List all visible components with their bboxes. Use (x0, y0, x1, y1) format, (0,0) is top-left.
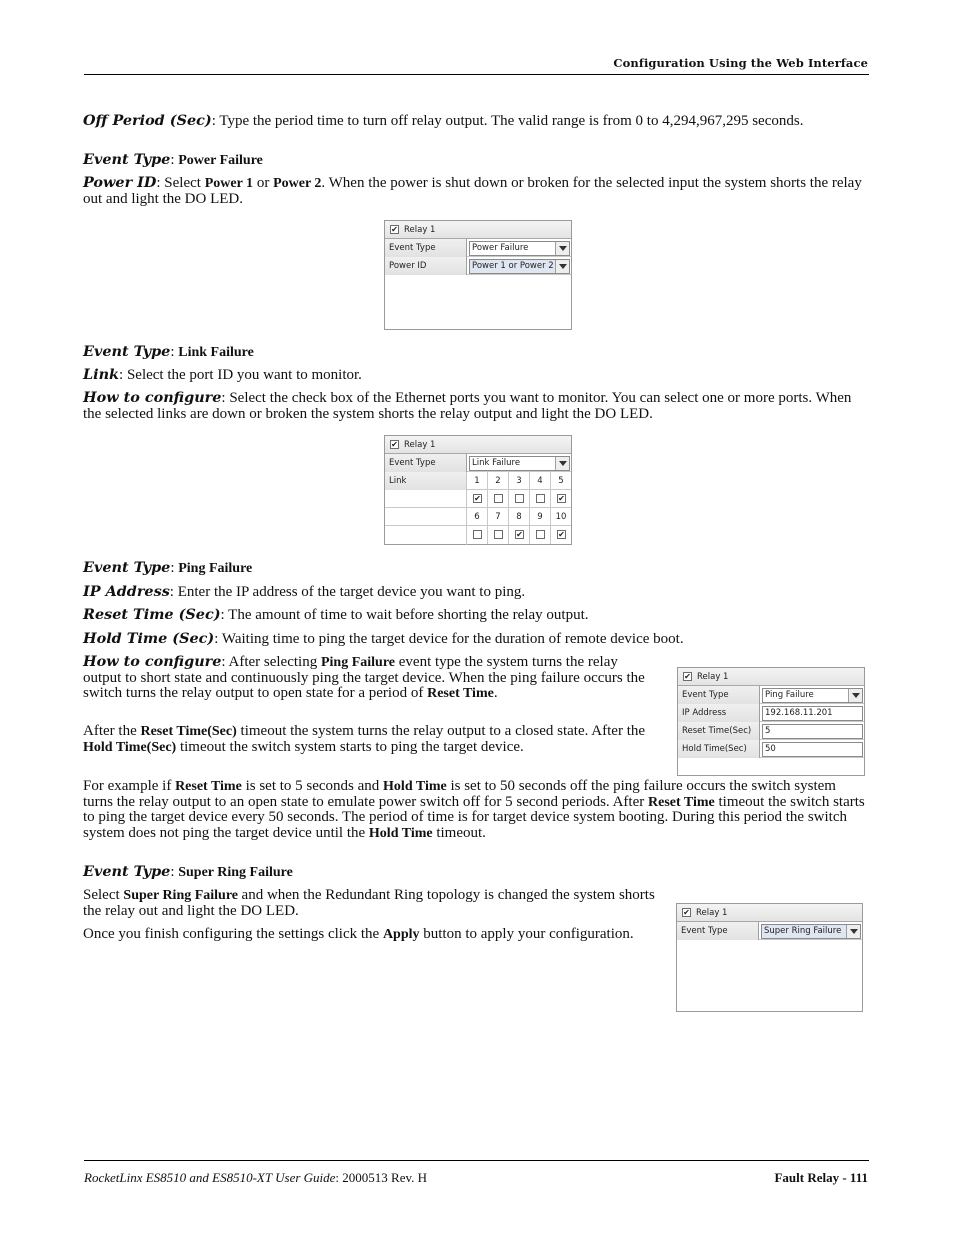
link-failure-panel (384, 435, 572, 545)
paragraph-apply (83, 927, 643, 943)
term-event-type: Event Type (83, 559, 171, 576)
event-type-row (677, 922, 862, 940)
term-event-type: Event Type (83, 151, 171, 168)
port-number: 7 (487, 508, 508, 526)
event-type-select[interactable] (469, 241, 570, 256)
port-number: 5 (550, 472, 571, 490)
paragraph-how-to-configure-ping (83, 654, 659, 702)
text: . When the power is shut down or broken for the selected input the system shorts the relay out and light the DO LED. (83, 175, 862, 207)
event-type-label: Event Type (678, 686, 760, 704)
power-failure-panel (384, 220, 572, 330)
power-id-row (385, 257, 571, 275)
relay-header (385, 436, 571, 454)
paragraph-link (83, 367, 869, 384)
header-rule (84, 74, 869, 75)
doc-id: : 2000513 Rev. H (335, 1170, 428, 1185)
guide-title: RocketLinx ES8510 and ES8510-XT User Guide (84, 1170, 336, 1185)
relay-label: Relay 1 (697, 672, 729, 682)
relay-checkbox[interactable]: ✔ (391, 225, 398, 234)
port-number: 9 (529, 508, 550, 526)
paragraph-event-type-ping (83, 560, 869, 577)
port-number: 3 (508, 472, 529, 490)
text: or (253, 175, 274, 191)
event-type-label: Event Type (385, 239, 467, 257)
power-id-value: Power 1 or Power 2 (472, 261, 554, 271)
chevron-down-icon (555, 457, 569, 470)
relay-checkbox[interactable]: ✔ (683, 908, 690, 917)
port-4-checkbox[interactable] (536, 494, 545, 503)
paragraph-example (83, 779, 869, 841)
paragraph-event-type-ring (83, 864, 869, 881)
power-id-select[interactable] (469, 259, 570, 274)
port-3-checkbox[interactable] (515, 494, 524, 503)
term-off-period: Off Period (Sec) (83, 112, 212, 129)
event-type-select[interactable] (469, 456, 570, 471)
paragraph-ip-address (83, 584, 869, 601)
relay-label: Relay 1 (404, 225, 436, 235)
term-link: Link (83, 366, 120, 383)
event-type-row (678, 686, 864, 704)
ip-address-label: IP Address (678, 704, 760, 722)
paragraph-power-id (83, 175, 869, 207)
port-number: 2 (487, 472, 508, 490)
port-2-checkbox[interactable] (494, 494, 503, 503)
event-value: Super Ring Failure (178, 865, 293, 880)
page-header-title: Configuration Using the Web Interface (613, 56, 868, 70)
paragraph-reset-time (83, 607, 869, 624)
text: : Select (156, 175, 205, 191)
event-type-value: Ping Failure (765, 690, 814, 700)
ip-address-row (678, 704, 864, 722)
text: : Select the port ID you want to monitor. (119, 367, 362, 383)
text: . (493, 685, 498, 702)
hold-time-input[interactable]: 50 (762, 742, 863, 757)
text: After the (83, 723, 141, 739)
relay-checkbox[interactable]: ✔ (391, 440, 398, 449)
keyword: Apply (382, 927, 420, 942)
event-type-value: Power Failure (472, 243, 529, 253)
text: Once you finish configuring the settings click the (83, 926, 383, 942)
text: : After selecting (221, 654, 321, 670)
chevron-down-icon (846, 925, 860, 938)
port-5-checkbox[interactable]: ✔ (558, 494, 565, 503)
footer-rule (84, 1160, 869, 1161)
chevron-down-icon (555, 260, 569, 273)
term-how-to-configure: How to configure (83, 389, 222, 406)
relay-checkbox[interactable]: ✔ (684, 672, 691, 681)
keyword: Reset Time (427, 686, 494, 702)
term-power-id: Power ID (83, 174, 157, 191)
text: is set to 50 seconds off the ping failure occurs the switch system turns the relay output to an open state to emulate power switch off for 5 second periods. After (83, 778, 836, 810)
keyword: Hold Time (368, 825, 433, 841)
keyword: Ping Failure (320, 655, 395, 670)
ping-failure-panel (677, 667, 865, 776)
event-type-value: Link Failure (472, 458, 521, 468)
text: : (170, 864, 179, 880)
relay-header (677, 904, 862, 922)
text: : Enter the IP address of the target device you want to ping. (169, 584, 526, 600)
text: : (170, 152, 179, 168)
grid-cell (508, 490, 529, 508)
paragraph-off-period (83, 113, 869, 130)
event-type-select[interactable] (761, 924, 861, 939)
relay-header (385, 221, 571, 239)
ip-address-input[interactable]: 192.168.11.201 (762, 706, 863, 721)
port-10-checkbox[interactable]: ✔ (558, 530, 565, 539)
paragraph-event-type-power (83, 152, 869, 169)
text: : (170, 344, 179, 360)
grid-cell (529, 490, 550, 508)
chevron-down-icon (555, 242, 569, 255)
event-type-row (385, 239, 571, 257)
text: timeout the system turns the relay output to a closed state. After the (236, 723, 646, 739)
text: button to apply your configuration. (419, 926, 634, 942)
text: : Type the period time to turn off relay output. The valid range is from 0 to 4,294,967,295 seconds. (211, 113, 804, 129)
port-number: 1 (466, 472, 487, 490)
port-number: 8 (508, 508, 529, 526)
paragraph-how-to-configure-link (83, 390, 869, 422)
port-8-checkbox[interactable]: ✔ (516, 530, 523, 539)
keyword: Super Ring Failure (123, 888, 242, 903)
paragraph-hold-time (83, 631, 869, 648)
chevron-down-icon (848, 689, 862, 702)
term-reset-time: Reset Time (Sec) (83, 606, 221, 623)
relay-label: Relay 1 (404, 440, 436, 450)
keyword: Reset Time(Sec) (140, 724, 237, 739)
term-hold-time: Hold Time (Sec) (83, 630, 215, 647)
event-type-label: Event Type (385, 454, 467, 472)
port-number: 4 (529, 472, 550, 490)
event-type-select[interactable] (762, 688, 863, 703)
keyword: Power 1 (204, 176, 254, 191)
event-value: Ping Failure (178, 561, 253, 576)
text: timeout. (432, 824, 486, 841)
grid-cell (508, 526, 529, 544)
grid-cell (550, 526, 571, 544)
grid-cell (466, 526, 487, 544)
text: : (170, 560, 179, 576)
port-6-checkbox[interactable] (473, 530, 482, 539)
reset-time-input[interactable]: 5 (762, 724, 863, 739)
text: is set to 5 seconds and (241, 778, 384, 794)
text: timeout the switch starts to ping the target device every 50 seconds. The period of time is for target device system booting. During this period the switch system does not ping the target device until the (83, 793, 865, 841)
paragraph-after-reset (83, 724, 659, 755)
grid-cell (550, 490, 571, 508)
text: timeout the switch system starts to ping the target device. (176, 738, 524, 755)
relay-header (678, 668, 864, 686)
hold-time-label: Hold Time(Sec) (678, 740, 760, 758)
event-type-row (385, 454, 571, 472)
text: For example if (83, 778, 176, 794)
text: event type the system turns the relay output to short state and continuously ping the target device. When the ping failure occurs the switch turns the relay output to open state for a period of (83, 654, 645, 702)
event-type-label: Event Type (677, 922, 759, 940)
port-number: 6 (466, 508, 487, 526)
event-value: Power Failure (178, 153, 263, 168)
keyword: Power 2 (273, 176, 322, 191)
reset-time-label: Reset Time(Sec) (678, 722, 760, 740)
term-event-type: Event Type (83, 863, 171, 880)
keyword: Hold Time(Sec) (83, 739, 177, 755)
port-9-checkbox[interactable] (536, 530, 545, 539)
link-spacer (385, 490, 467, 545)
text: : Select the check box of the Ethernet ports you want to monitor. You can select one or more ports. When the selected links are down or broken the system shorts the relay output and light the DO LED. (83, 390, 852, 422)
footer-guide (84, 1170, 427, 1186)
paragraph-super-ring (83, 888, 659, 919)
text: : The amount of time to wait before shorting the relay output. (220, 607, 589, 623)
text: and when the Redundant Ring topology is changed the system shorts the relay out and light the DO LED. (83, 887, 655, 919)
hold-time-row (678, 740, 864, 758)
relay-label: Relay 1 (696, 908, 728, 918)
grid-cell (487, 490, 508, 508)
port-1-checkbox[interactable]: ✔ (474, 494, 481, 503)
event-type-value: Super Ring Failure (764, 926, 842, 936)
reset-time-row (678, 722, 864, 740)
keyword: Hold Time (383, 779, 447, 794)
link-ports-row-1 (385, 472, 571, 490)
keyword: Reset Time (648, 794, 715, 810)
grid-cell (487, 526, 508, 544)
grid-cell (466, 490, 487, 508)
keyword: Reset Time (175, 779, 242, 794)
footer-page-number: Fault Relay - 111 (774, 1170, 868, 1185)
text: : Waiting time to ping the target device for the duration of remote device boot. (214, 631, 684, 647)
term-event-type: Event Type (83, 343, 171, 360)
port-7-checkbox[interactable] (494, 530, 503, 539)
event-value: Link Failure (178, 345, 254, 360)
term-how-to-configure: How to configure (83, 653, 222, 670)
super-ring-panel (676, 903, 863, 1012)
link-label: Link (385, 472, 467, 490)
port-number: 10 (550, 508, 571, 526)
term-ip-address: IP Address (83, 583, 170, 600)
paragraph-event-type-link (83, 344, 869, 361)
power-id-label: Power ID (385, 257, 467, 275)
text: Select (83, 887, 124, 903)
grid-cell (529, 526, 550, 544)
